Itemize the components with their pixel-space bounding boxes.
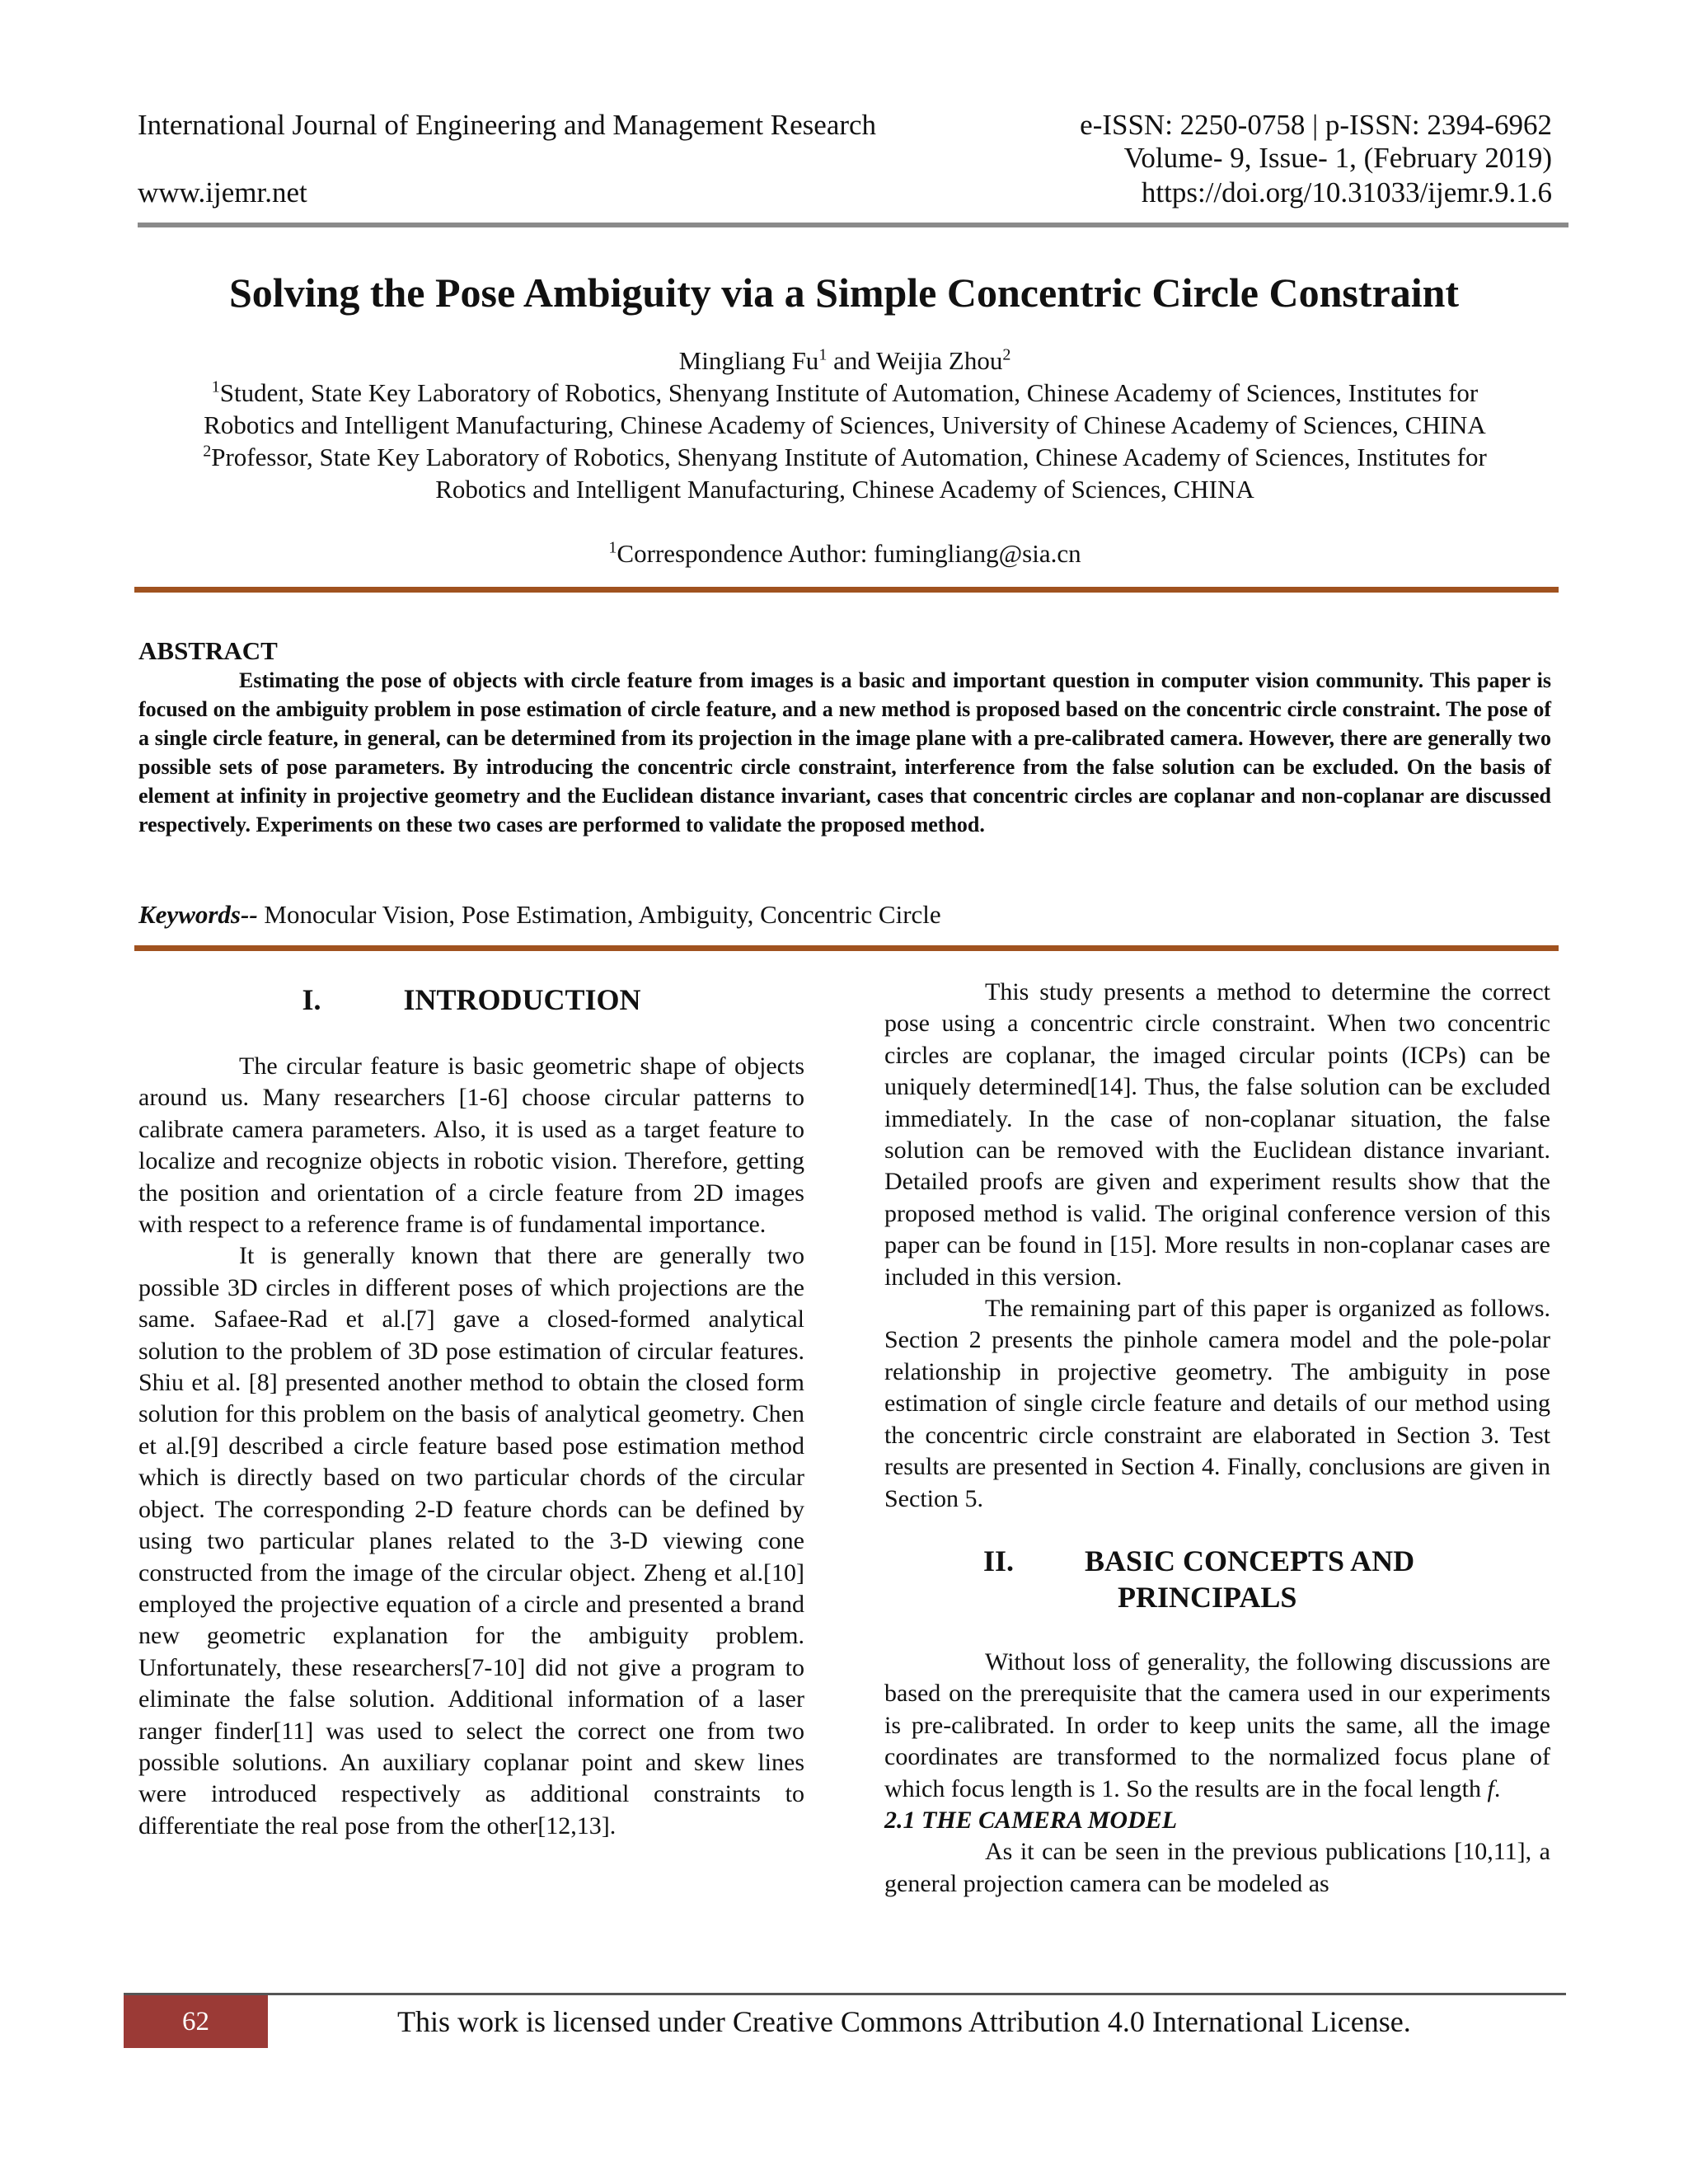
affiliation-1-cont: Robotics and Intelligent Manufacturing, Chinese Academy of Sciences, University of Chinese Academy of Sciences, CHINA [204, 410, 1486, 439]
right-column [884, 977, 1550, 1900]
section-2-title-line-1: BASIC CONCEPTS AND [1085, 1544, 1415, 1577]
left-column [138, 977, 804, 1842]
section-1-title: INTRODUCTION [403, 983, 641, 1016]
affiliation-2-cont: Robotics and Intelligent Manufacturing, Chinese Academy of Sciences, CHINA [435, 475, 1254, 504]
paper-title: Solving the Pose Ambiguity via a Simple Concentric Circle Constraint [228, 269, 1460, 316]
header-divider [138, 223, 1568, 227]
keywords-text: Monocular Vision, Pose Estimation, Ambiguity, Concentric Circle [257, 900, 941, 929]
journal-name: International Journal of Engineering and Management Research [138, 109, 877, 141]
volume-issue: Volume- 9, Issue- 1, (February 2019) [1123, 142, 1552, 174]
intro-paragraph-1: The circular feature is basic geometric shape of objects around us. Many researchers [1-6] choose circular patterns to calibrate camera parameters. Also, it is used as a target feature to localize and recognize objects in robotic vision. Therefore, getting the position and orientation of a circle feature from 2D images with respect to a reference frame is of fundamental importance. [138, 1052, 804, 1239]
issn: e-ISSN: 2250-0758 | p-ISSN: 2394-6962 [1080, 109, 1552, 141]
correspondence-text: Correspondence Author: fumingliang@sia.cn [617, 539, 1081, 568]
focal-length-symbol: f [1487, 1774, 1494, 1802]
author-2-sup: 2 [1002, 345, 1011, 364]
keywords-label: Keywords-- [138, 900, 258, 929]
affiliation-1: $^1$Student, State Key Laboratory of Robotics, Shenyang Institute of Automation, Chinese Academy of Sciences, Institutes for [211, 377, 1479, 407]
intro-paragraph-2: It is generally known that there are generally two possible 3D circles in different poses of which projections are the same. Safaee-Rad et al.[7] gave a closed-formed analytical solution to the problem of 3D pose estimation of circular features. Shiu et al. [8] presented another method to obtain the closed form solution for this problem on the basis of analytical geometry. Chen et al.[9] described a circle feature based pose estimation method which is directly based on two particular chords of the circular object. The corresponding 2-D feature chords can be defined by using two particular planes related to the 3-D viewing cone constructed from the image of the circular object. Zheng et al.[10] employed the projective equation of a circle and presented a brand new geometric explanation for the ambiguity problem. Unfortunately, these researchers[7-10] did not give a program to eliminate the false solution. Additional information of a laser ranger finder[11] was used to select the correct one from two possible solutions. An auxiliary coplanar point and skew lines were introduced respectively as additional constraints to differentiate the real pose from the other[12,13]. [138, 1242, 804, 1840]
abstract-bottom-rule [134, 945, 1559, 951]
intro-paragraph-4: The remaining part of this paper is organized as follows. Section 2 presents the pinhole camera model and the pole-polar relationship in projective geometry. The ambiguity in pose estimation of single circle feature and details of our method using the concentric circle constraint are elaborated in Section 3. Test results are presented in Section 4. Finally, conclusions are given in Section 5. [884, 1295, 1550, 1512]
author-line [138, 344, 1552, 377]
section-1-heading [138, 982, 804, 1018]
affiliation-2: $^2$Professor, State Key Laboratory of Robotics, Shenyang Institute of Automation, Chinese Academy of Sciences, Institutes for [203, 442, 1487, 471]
subsection-2-1-heading: 2.1 THE CAMERA MODEL [884, 1806, 1178, 1834]
subsection-2-1-paragraph: As it can be seen in the previous publications [10,11], a general projection camera can be modeled as [884, 1838, 1550, 1897]
author-1: Mingliang Fu [678, 346, 819, 375]
license-notice: This work is licensed under Creative Commons Attribution 4.0 International License. [397, 2005, 1411, 2038]
doi-link[interactable]: https://doi.org/10.31033/ijemr.9.1.6 [1141, 176, 1552, 209]
author-1-sup: 1 [818, 345, 828, 364]
section-1-number: I. [302, 983, 321, 1016]
intro-paragraph-3: This study presents a method to determine the correct pose using a concentric circle constraint. When two concentric circles are coplanar, the imaged circular points (ICPs) can be uniquely determined[14]. Thus, the false solution can be excluded immediately. In the case of non-coplanar situation, the false solution can be removed with the Euclidean distance invariant. Detailed proofs are given and experiment results show that the proposed method is valid. The original conference version of this paper can be found in [15]. More results in non-coplanar cases are included in this version. [884, 978, 1550, 1291]
section-2-number: II. [983, 1544, 1015, 1577]
abstract-top-rule [134, 587, 1559, 593]
author-connector: and Weijia Zhou [827, 346, 1003, 375]
abstract-body: Estimating the pose of objects with circle feature from images is a basic and important question in computer vision community. This paper is focused on the ambiguity problem in pose estimation of circle feature, and a new method is proposed based on the concentric circle constraint. The pose of a single circle feature, in general, can be determined from its projection in the image plane with a pre-calibrated camera. However, there are generally two possible sets of pose parameters. By introducing the concentric circle constraint, interference from the false solution can be excluded. On the basis of element at infinity in projective geometry and the Euclidean distance invariant, cases that concentric circles are coplanar and non-coplanar are discussed respectively. Experiments on these two cases are performed to validate the proposed method. [138, 668, 1551, 837]
section-2-title-line-2: PRINCIPALS [1118, 1580, 1297, 1614]
footer-divider [124, 1993, 1566, 1995]
keywords [138, 898, 941, 931]
journal-website[interactable]: www.ijemr.net [138, 176, 307, 209]
correspondence-sup: 1 [608, 538, 617, 557]
abstract-heading: ABSTRACT [138, 636, 278, 665]
correspondence-line [138, 537, 1552, 570]
page-number: 62 [124, 1995, 268, 2048]
section-2-paragraph-1: Without loss of generality, the following discussions are based on the prerequisite that the camera used in our experiments is pre-calibrated. In order to keep units the same, all the image coordinates are transformed to the normalized focus plane of which focus length is 1. So the results are in the focal length f. [884, 1647, 1550, 1802]
author-block [138, 344, 1552, 505]
running-header [138, 109, 1552, 216]
section-2-heading [884, 1543, 1550, 1615]
